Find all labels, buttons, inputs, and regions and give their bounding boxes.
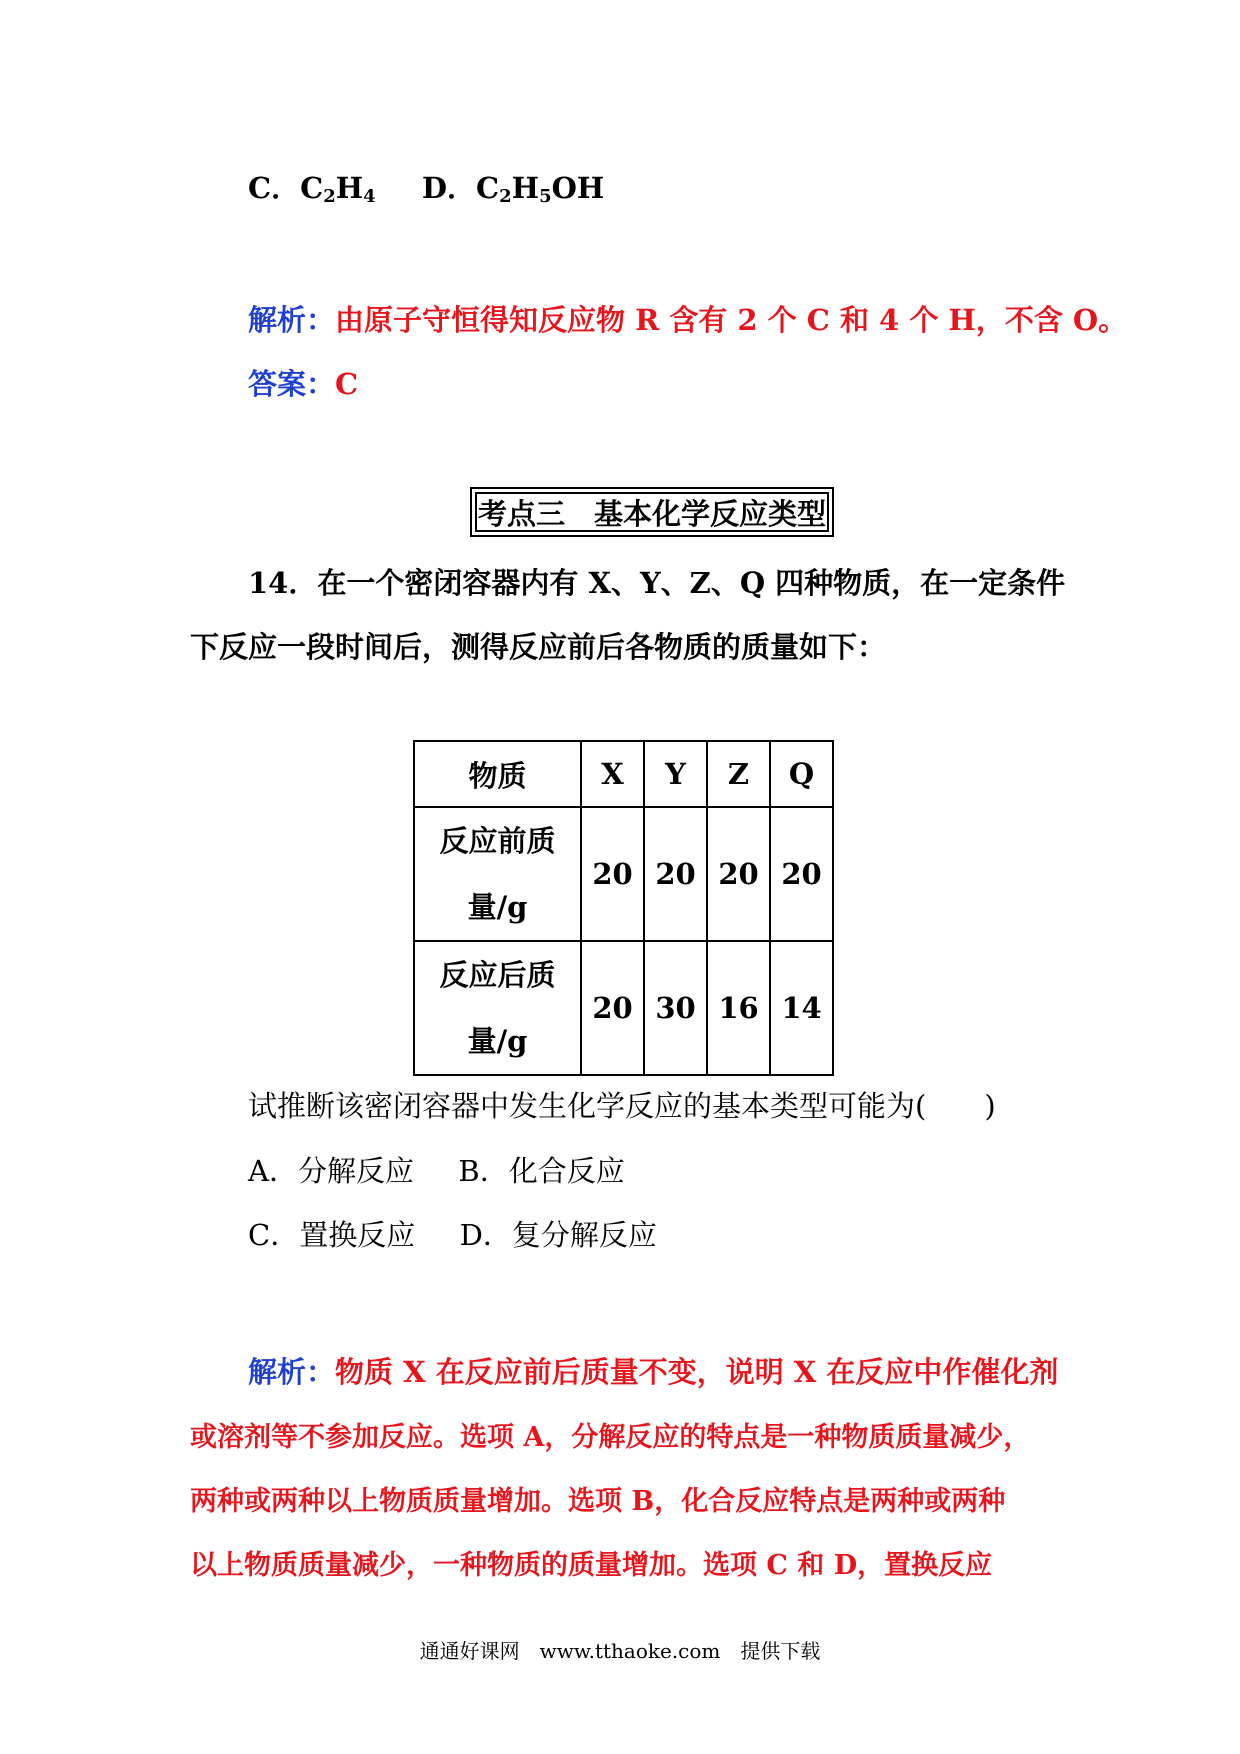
option-c-d-previous (248, 166, 604, 207)
mass-table (413, 740, 834, 1076)
options-a-b (248, 1149, 625, 1190)
table-header-cell: 物质 (414, 741, 581, 807)
analysis-14-line-3: 两种或两种以上物质质量增加。选项 B，化合反应特点是两种或两种 (190, 1486, 1006, 1517)
options-c-d (248, 1213, 657, 1254)
option-c-formula: $C_2H_4$ (300, 171, 376, 207)
answer-previous (248, 362, 358, 403)
option-c: C．置换反应 (248, 1218, 416, 1252)
option-d-label: D． (421, 171, 477, 205)
table-cell: 30 (644, 941, 707, 1075)
analysis-14-line-1: 解析：物质 X 在反应前后质量不变，说明 X 在反应中作催化剂 (248, 1355, 1059, 1389)
page-footer: 通通好课网 www.tthaoke.com 提供下载 (419, 1639, 821, 1663)
section-title-box (470, 487, 834, 537)
analysis-text: 由原子守恒得知反应物 R 含有 2 个 C 和 4 个 H，不含 O。 (335, 303, 1128, 337)
section-title: 考点三 基本化学反应类型 (475, 492, 829, 532)
table-header-cell: X (581, 741, 644, 807)
table-header-cell: Y (644, 741, 707, 807)
table-row-label: 反应后质 量/g (414, 941, 581, 1075)
analysis-14-line-2: 或溶剂等不参加反应。选项 A，分解反应的特点是一种物质质量减少， (190, 1422, 1031, 1453)
option-d: D．复分解反应 (459, 1218, 657, 1252)
table-header-cell: Z (707, 741, 770, 807)
analysis-label: 解析： (248, 303, 336, 337)
analysis-14-line-4: 以上物质质量减少，一种物质的质量增加。选项 C 和 D，置换反应 (190, 1550, 993, 1581)
option-a: A．分解反应 (248, 1154, 414, 1188)
question-14-stem: 试推断该密闭容器中发生化学反应的基本类型可能为( ) (248, 1089, 996, 1123)
question-14-line-2: 下反应一段时间后，测得反应前后各物质的质量如下： (190, 630, 887, 664)
table-row (414, 941, 833, 1075)
table-row (414, 807, 833, 941)
table-cell: 20 (644, 807, 707, 941)
question-14-line-1: 14．在一个密闭容器内有 X、Y、Z、Q 四种物质，在一定条件 (248, 566, 1066, 600)
table-cell: 20 (581, 807, 644, 941)
table-cell: 20 (581, 941, 644, 1075)
analysis-previous (248, 298, 1127, 339)
table-header-cell: Q (770, 741, 833, 807)
table-cell: 20 (770, 807, 833, 941)
option-d-formula: $C_2H_5OH$ (476, 171, 605, 207)
option-c-label: C． (248, 171, 301, 205)
table-cell: 20 (707, 807, 770, 941)
answer-text: C (335, 367, 359, 401)
table-cell: 16 (707, 941, 770, 1075)
table-cell: 14 (770, 941, 833, 1075)
answer-label: 答案： (248, 367, 336, 401)
option-b: B．化合反应 (458, 1154, 625, 1188)
analysis-label: 解析： (248, 1355, 336, 1389)
table-header-row (414, 741, 833, 807)
table-row-label: 反应前质 量/g (414, 807, 581, 941)
